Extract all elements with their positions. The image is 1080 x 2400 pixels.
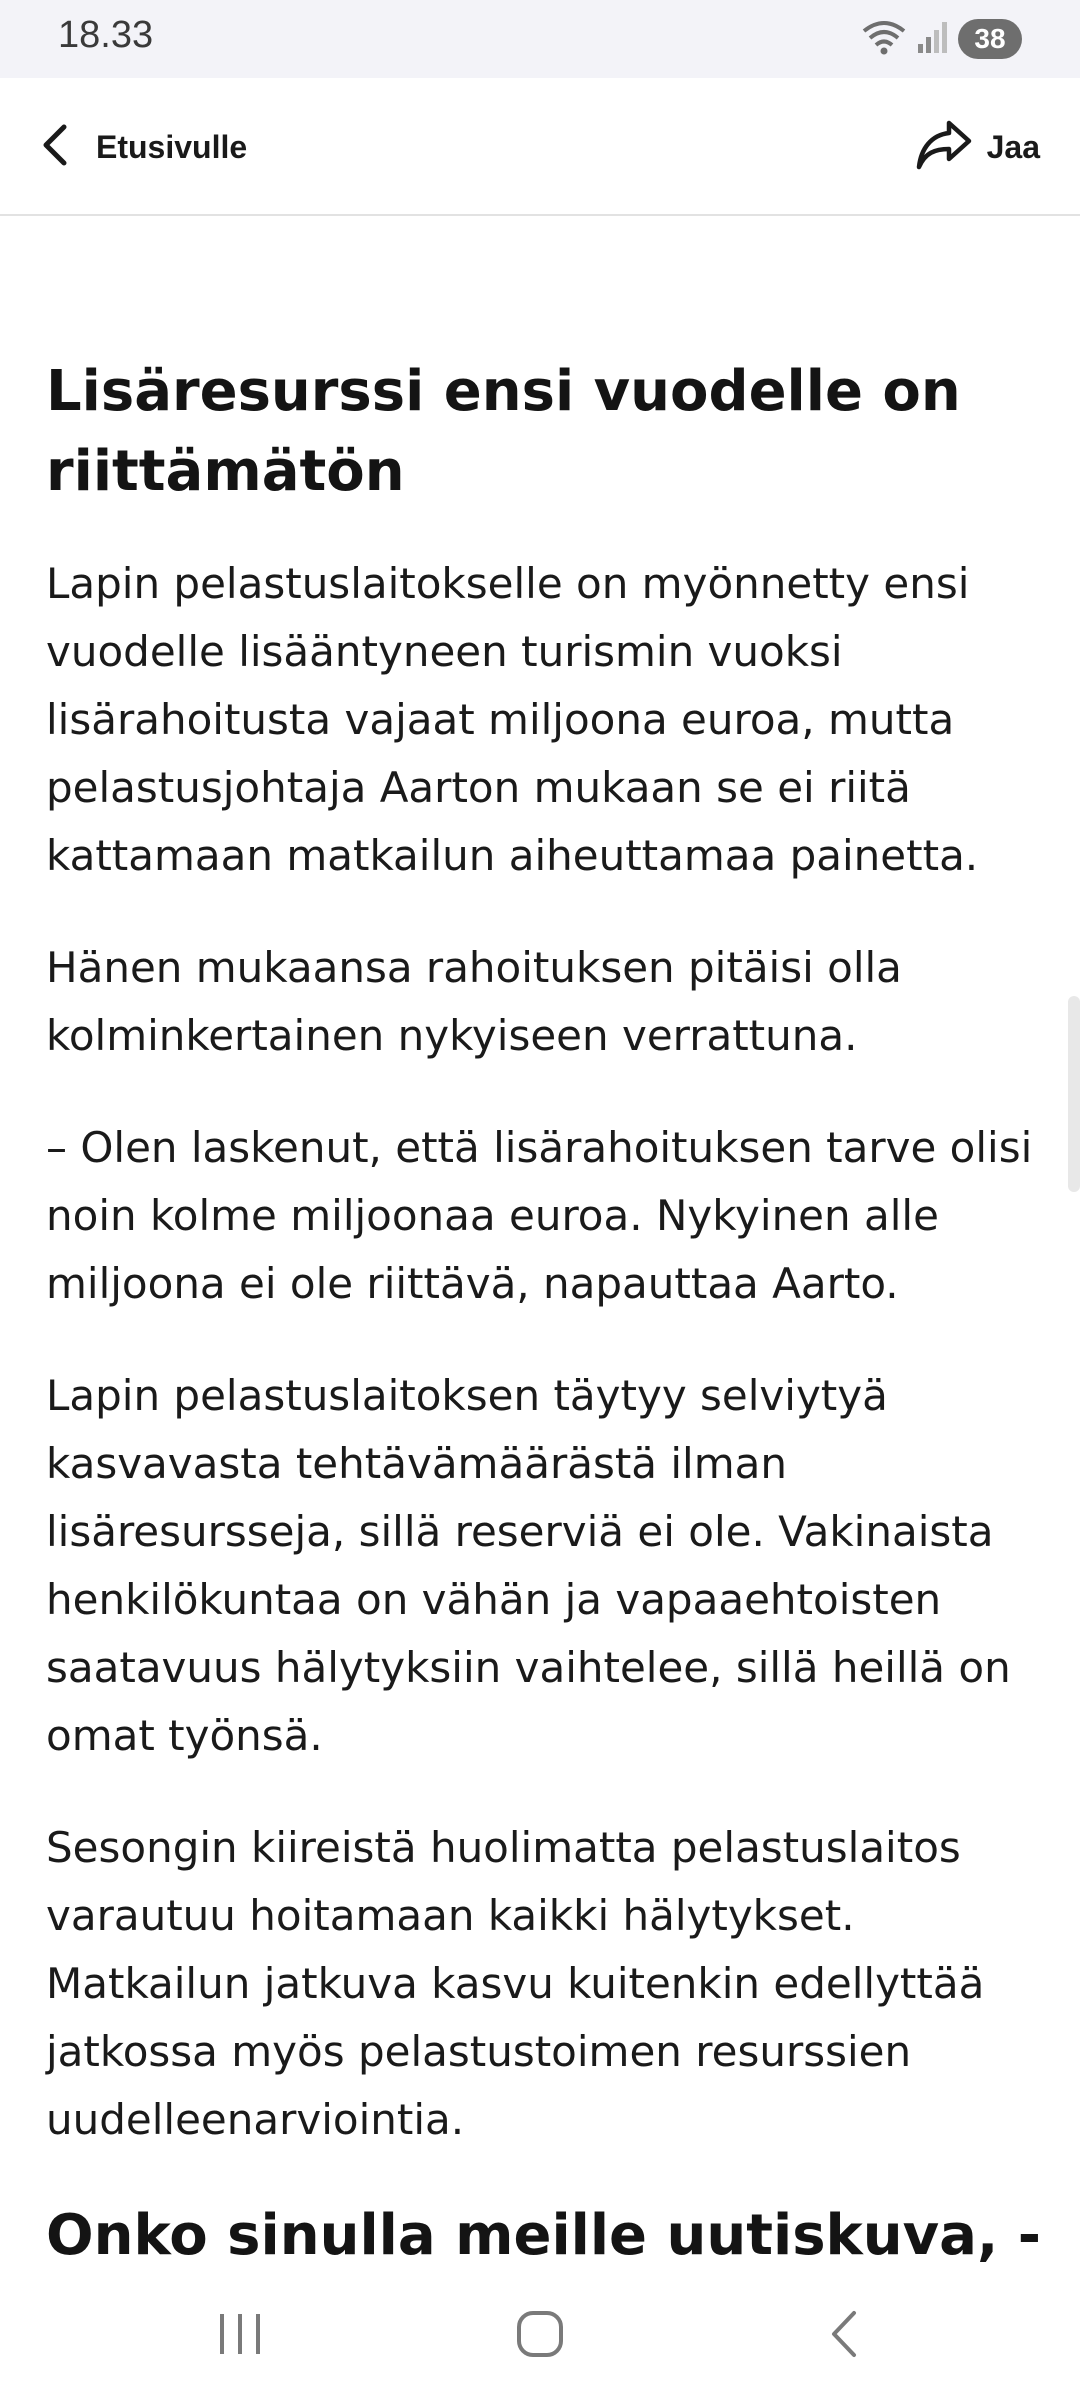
paragraph: – Olen laskenut, että lisärahoituksen tarve olisi noin kolme miljoonaa euroa. Nykyinen alle miljoona ei ole riittävä, napauttaa Aarto.: [46, 1123, 1033, 1308]
system-nav-bar: [0, 2270, 1080, 2400]
battery-icon: 38: [958, 19, 1022, 59]
chevron-left-icon: [40, 123, 70, 171]
back-button[interactable]: [40, 114, 247, 180]
next-section-heading: Onko sinulla meille uutiskuva, -: [46, 2203, 1041, 2268]
recent-apps-icon[interactable]: [180, 2294, 300, 2374]
paragraph: Lapin pelastuslaitoksen täytyy selviytyä kasvavasta tehtävämäärästä ilman lisäresursseja, sillä reserviä ei ole. Vakinaista henkilökuntaa on vähän ja vapaaehtoisten saatavuus hälytyksiin vaihtelee, sillä heillä on omat työnsä.: [46, 1371, 1011, 1760]
status-icons: [862, 17, 1022, 61]
share-icon: [915, 119, 973, 175]
wifi-icon: [862, 19, 906, 59]
back-label: Etusivulle: [96, 128, 248, 165]
signal-icon: [916, 20, 948, 58]
scrollbar[interactable]: [1068, 996, 1080, 1192]
top-nav: [0, 78, 1080, 216]
paragraph: Lapin pelastuslaitokselle on myönnetty ensi vuodelle lisääntyneen turismin vuoksi lisärahoitusta vajaat miljoona euroa, mutta pelastusjohtaja Aarton mukaan se ei riitä kattamaan matkailun aiheuttamaa painetta.: [46, 559, 979, 880]
share-label: Jaa: [986, 128, 1040, 165]
back-icon[interactable]: [784, 2294, 904, 2374]
share-button[interactable]: [915, 114, 1040, 180]
section-heading: Lisäresurssi ensi vuodelle on riittämätön: [46, 359, 961, 504]
paragraph: Hänen mukaansa rahoituksen pitäisi olla kolminkertainen nykyiseen verrattuna.: [46, 943, 902, 1060]
status-bar: [0, 0, 1080, 78]
paragraph: Sesongin kiireistä huolimatta pelastuslaitos varautuu hoitamaan kaikki hälytykset. Matkailun jatkuva kasvu kuitenkin edellyttää jatkossa myös pelastustoimen resurssien uudelleenarviointia.: [46, 1823, 985, 2144]
home-icon[interactable]: [480, 2294, 600, 2374]
article-body: [46, 216, 1046, 2276]
status-time: 18.33: [58, 14, 154, 56]
